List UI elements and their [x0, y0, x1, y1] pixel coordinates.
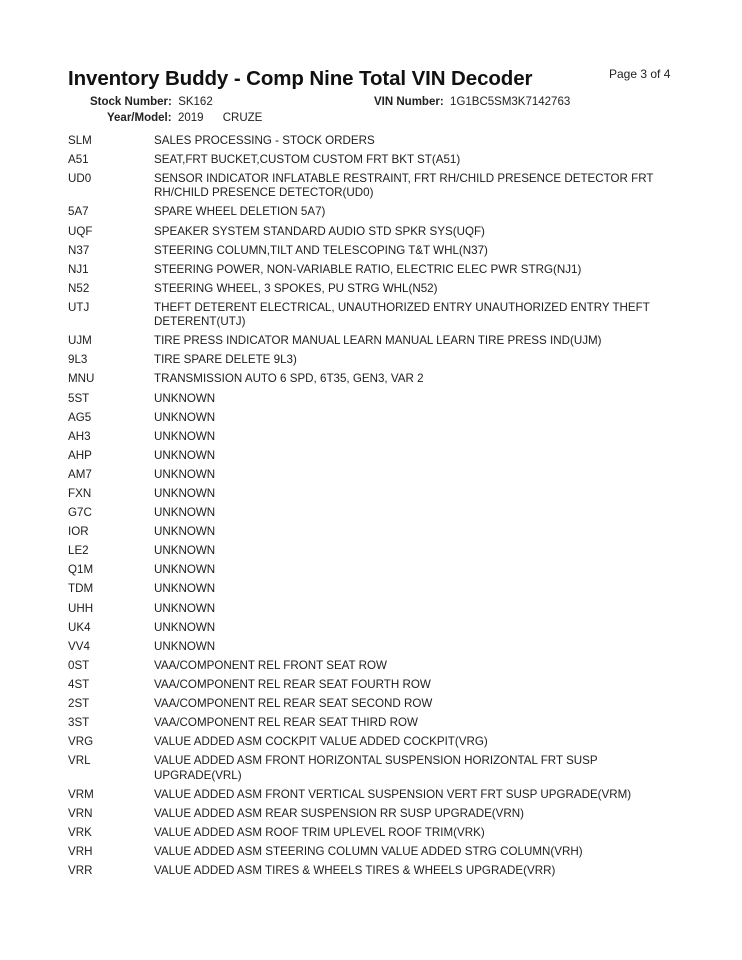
option-row	[68, 282, 688, 296]
option-description: UNKNOWN	[154, 506, 216, 520]
option-code: VRM	[68, 787, 94, 801]
option-code: UTJ	[68, 300, 90, 314]
option-row	[68, 225, 688, 239]
stock-number-label: Stock Number:	[90, 96, 172, 108]
option-code: VRK	[68, 825, 92, 839]
option-description: UNKNOWN	[154, 620, 216, 634]
option-code: N37	[68, 243, 90, 257]
option-row	[68, 506, 688, 520]
option-code: UHH	[68, 601, 94, 615]
option-code: VRR	[68, 863, 93, 877]
option-row	[68, 172, 688, 200]
option-description: TIRE SPARE DELETE 9L3)	[154, 353, 297, 367]
option-code: UJM	[68, 334, 92, 348]
option-row	[68, 134, 688, 148]
option-description: VALUE ADDED ASM ROOF TRIM UPLEVEL ROOF TRIM(VRK)	[154, 825, 485, 839]
option-code: 3ST	[68, 716, 90, 730]
option-row	[68, 430, 688, 444]
option-description: STEERING COLUMN,TILT AND TELESCOPING T&T WHL(N37)	[154, 243, 488, 257]
option-code: AHP	[68, 448, 92, 462]
option-description: UNKNOWN	[154, 525, 216, 539]
option-row	[68, 697, 688, 711]
option-row	[68, 621, 688, 635]
option-row	[68, 754, 688, 782]
option-description: UNKNOWN	[154, 601, 216, 615]
option-description: UNKNOWN	[154, 467, 216, 481]
vin-number	[374, 96, 570, 108]
option-code-list	[68, 134, 688, 883]
option-row	[68, 807, 688, 821]
option-description: UNKNOWN	[154, 391, 216, 405]
option-row	[68, 678, 688, 692]
option-row	[68, 735, 688, 749]
option-code: 2ST	[68, 697, 90, 711]
model-value: CRUZE	[222, 112, 263, 124]
option-row	[68, 864, 688, 878]
option-code: 5A7	[68, 205, 89, 219]
option-code: UK4	[68, 620, 91, 634]
option-row	[68, 334, 688, 348]
option-row	[68, 244, 688, 258]
option-code: 9L3	[68, 353, 88, 367]
option-description: STEERING WHEEL, 3 SPOKES, PU STRG WHL(N52)	[154, 281, 438, 295]
option-description: SPARE WHEEL DELETION 5A7)	[154, 205, 326, 219]
option-row	[68, 563, 688, 577]
option-row	[68, 411, 688, 425]
option-code: VRL	[68, 754, 91, 768]
year-model	[107, 112, 262, 124]
option-description: TIRE PRESS INDICATOR MANUAL LEARN MANUAL LEARN TIRE PRESS IND(UJM)	[154, 334, 602, 348]
option-description: SPEAKER SYSTEM STANDARD AUDIO STD SPKR SYS(UQF)	[154, 224, 485, 238]
option-row	[68, 301, 688, 329]
option-row	[68, 372, 688, 386]
option-code: N52	[68, 281, 90, 295]
option-row	[68, 263, 688, 277]
option-description: VALUE ADDED ASM TIRES & WHEELS TIRES & WHEELS UPGRADE(VRR)	[154, 863, 556, 877]
option-code: 5ST	[68, 391, 90, 405]
option-description: UNKNOWN	[154, 448, 216, 462]
option-code: VRG	[68, 735, 94, 749]
option-description: VALUE ADDED ASM COCKPIT VALUE ADDED COCKPIT(VRG)	[154, 735, 488, 749]
option-code: NJ1	[68, 262, 89, 276]
option-description: VALUE ADDED ASM REAR SUSPENSION RR SUSP UPGRADE(VRN)	[154, 806, 525, 820]
option-description: UNKNOWN	[154, 544, 216, 558]
option-description: UNKNOWN	[154, 563, 216, 577]
option-code: Q1M	[68, 563, 94, 577]
vin-number-value: 1G1BC5SM3K7142763	[450, 96, 571, 108]
option-code: UQF	[68, 224, 93, 238]
option-description: SENSOR INDICATOR INFLATABLE RESTRAINT, FRT RH/CHILD PRESENCE DETECTOR FRT RH/CHILD PRESENCE DETECTOR(UD0)	[154, 172, 654, 200]
option-description: UNKNOWN	[154, 582, 216, 596]
option-code: AG5	[68, 410, 92, 424]
year-value: 2019	[177, 112, 204, 124]
stock-number	[90, 96, 213, 108]
option-row	[68, 602, 688, 616]
option-code: 4ST	[68, 677, 90, 691]
option-code: AM7	[68, 467, 92, 481]
option-row	[68, 826, 688, 840]
option-description: TRANSMISSION AUTO 6 SPD, 6T35, GEN3, VAR 2	[154, 372, 424, 386]
option-description: VAA/COMPONENT REL REAR SEAT SECOND ROW	[154, 697, 433, 711]
option-description: UNKNOWN	[154, 429, 216, 443]
option-code: TDM	[68, 582, 94, 596]
year-model-label: Year/Model:	[107, 112, 172, 124]
option-row	[68, 788, 688, 802]
option-description: UNKNOWN	[154, 639, 216, 653]
option-code: G7C	[68, 506, 92, 520]
option-code: FXN	[68, 487, 92, 500]
page-number: Page 3 of 4	[609, 67, 671, 81]
option-description: SEAT,FRT BUCKET,CUSTOM CUSTOM FRT BKT ST(A51)	[154, 153, 461, 167]
option-code: MNU	[68, 372, 95, 386]
option-row	[68, 659, 688, 673]
option-code: AH3	[68, 429, 91, 443]
stock-number-value: SK162	[178, 96, 213, 108]
option-row	[68, 468, 688, 482]
option-row	[68, 716, 688, 730]
option-code: UD0	[68, 172, 92, 186]
option-row	[68, 544, 688, 558]
option-row	[68, 153, 688, 167]
option-code: VV4	[68, 639, 90, 653]
option-description: SALES PROCESSING - STOCK ORDERS	[154, 134, 375, 147]
option-description: VALUE ADDED ASM STEERING COLUMN VALUE ADDED STRG COLUMN(VRH)	[154, 844, 583, 858]
option-row	[68, 487, 688, 501]
option-row	[68, 845, 688, 859]
option-description: STEERING POWER, NON-VARIABLE RATIO, ELECTRIC ELEC PWR STRG(NJ1)	[154, 262, 582, 276]
option-description: VAA/COMPONENT REL FRONT SEAT ROW	[154, 658, 387, 672]
option-description: THEFT DETERENT ELECTRICAL, UNAUTHORIZED ENTRY UNAUTHORIZED ENTRY THEFT DETERENT(UTJ)	[154, 300, 650, 329]
option-code: VRH	[68, 844, 93, 858]
option-description: VALUE ADDED ASM FRONT HORIZONTAL SUSPENSION HORIZONTAL FRT SUSP UPGRADE(VRL)	[154, 754, 598, 782]
option-code: VRN	[68, 806, 93, 820]
option-row	[68, 449, 688, 463]
option-code: IOR	[68, 525, 89, 539]
option-row	[68, 525, 688, 539]
option-code: 0ST	[68, 658, 90, 672]
option-code: A51	[68, 153, 89, 167]
option-description: UNKNOWN	[154, 487, 216, 500]
option-description: VALUE ADDED ASM FRONT VERTICAL SUSPENSION VERT FRT SUSP UPGRADE(VRM)	[154, 787, 632, 801]
option-row	[68, 392, 688, 406]
option-code: SLM	[68, 134, 92, 147]
option-row	[68, 205, 688, 219]
option-description: UNKNOWN	[154, 410, 216, 424]
option-row	[68, 353, 688, 367]
option-code: LE2	[68, 544, 89, 558]
option-description: VAA/COMPONENT REL REAR SEAT FOURTH ROW	[154, 677, 431, 691]
option-row	[68, 582, 688, 596]
option-row	[68, 640, 688, 654]
vin-number-label: VIN Number:	[374, 96, 444, 108]
page-title: Inventory Buddy - Comp Nine Total VIN Decoder	[68, 67, 533, 90]
option-description: VAA/COMPONENT REL REAR SEAT THIRD ROW	[154, 716, 418, 730]
